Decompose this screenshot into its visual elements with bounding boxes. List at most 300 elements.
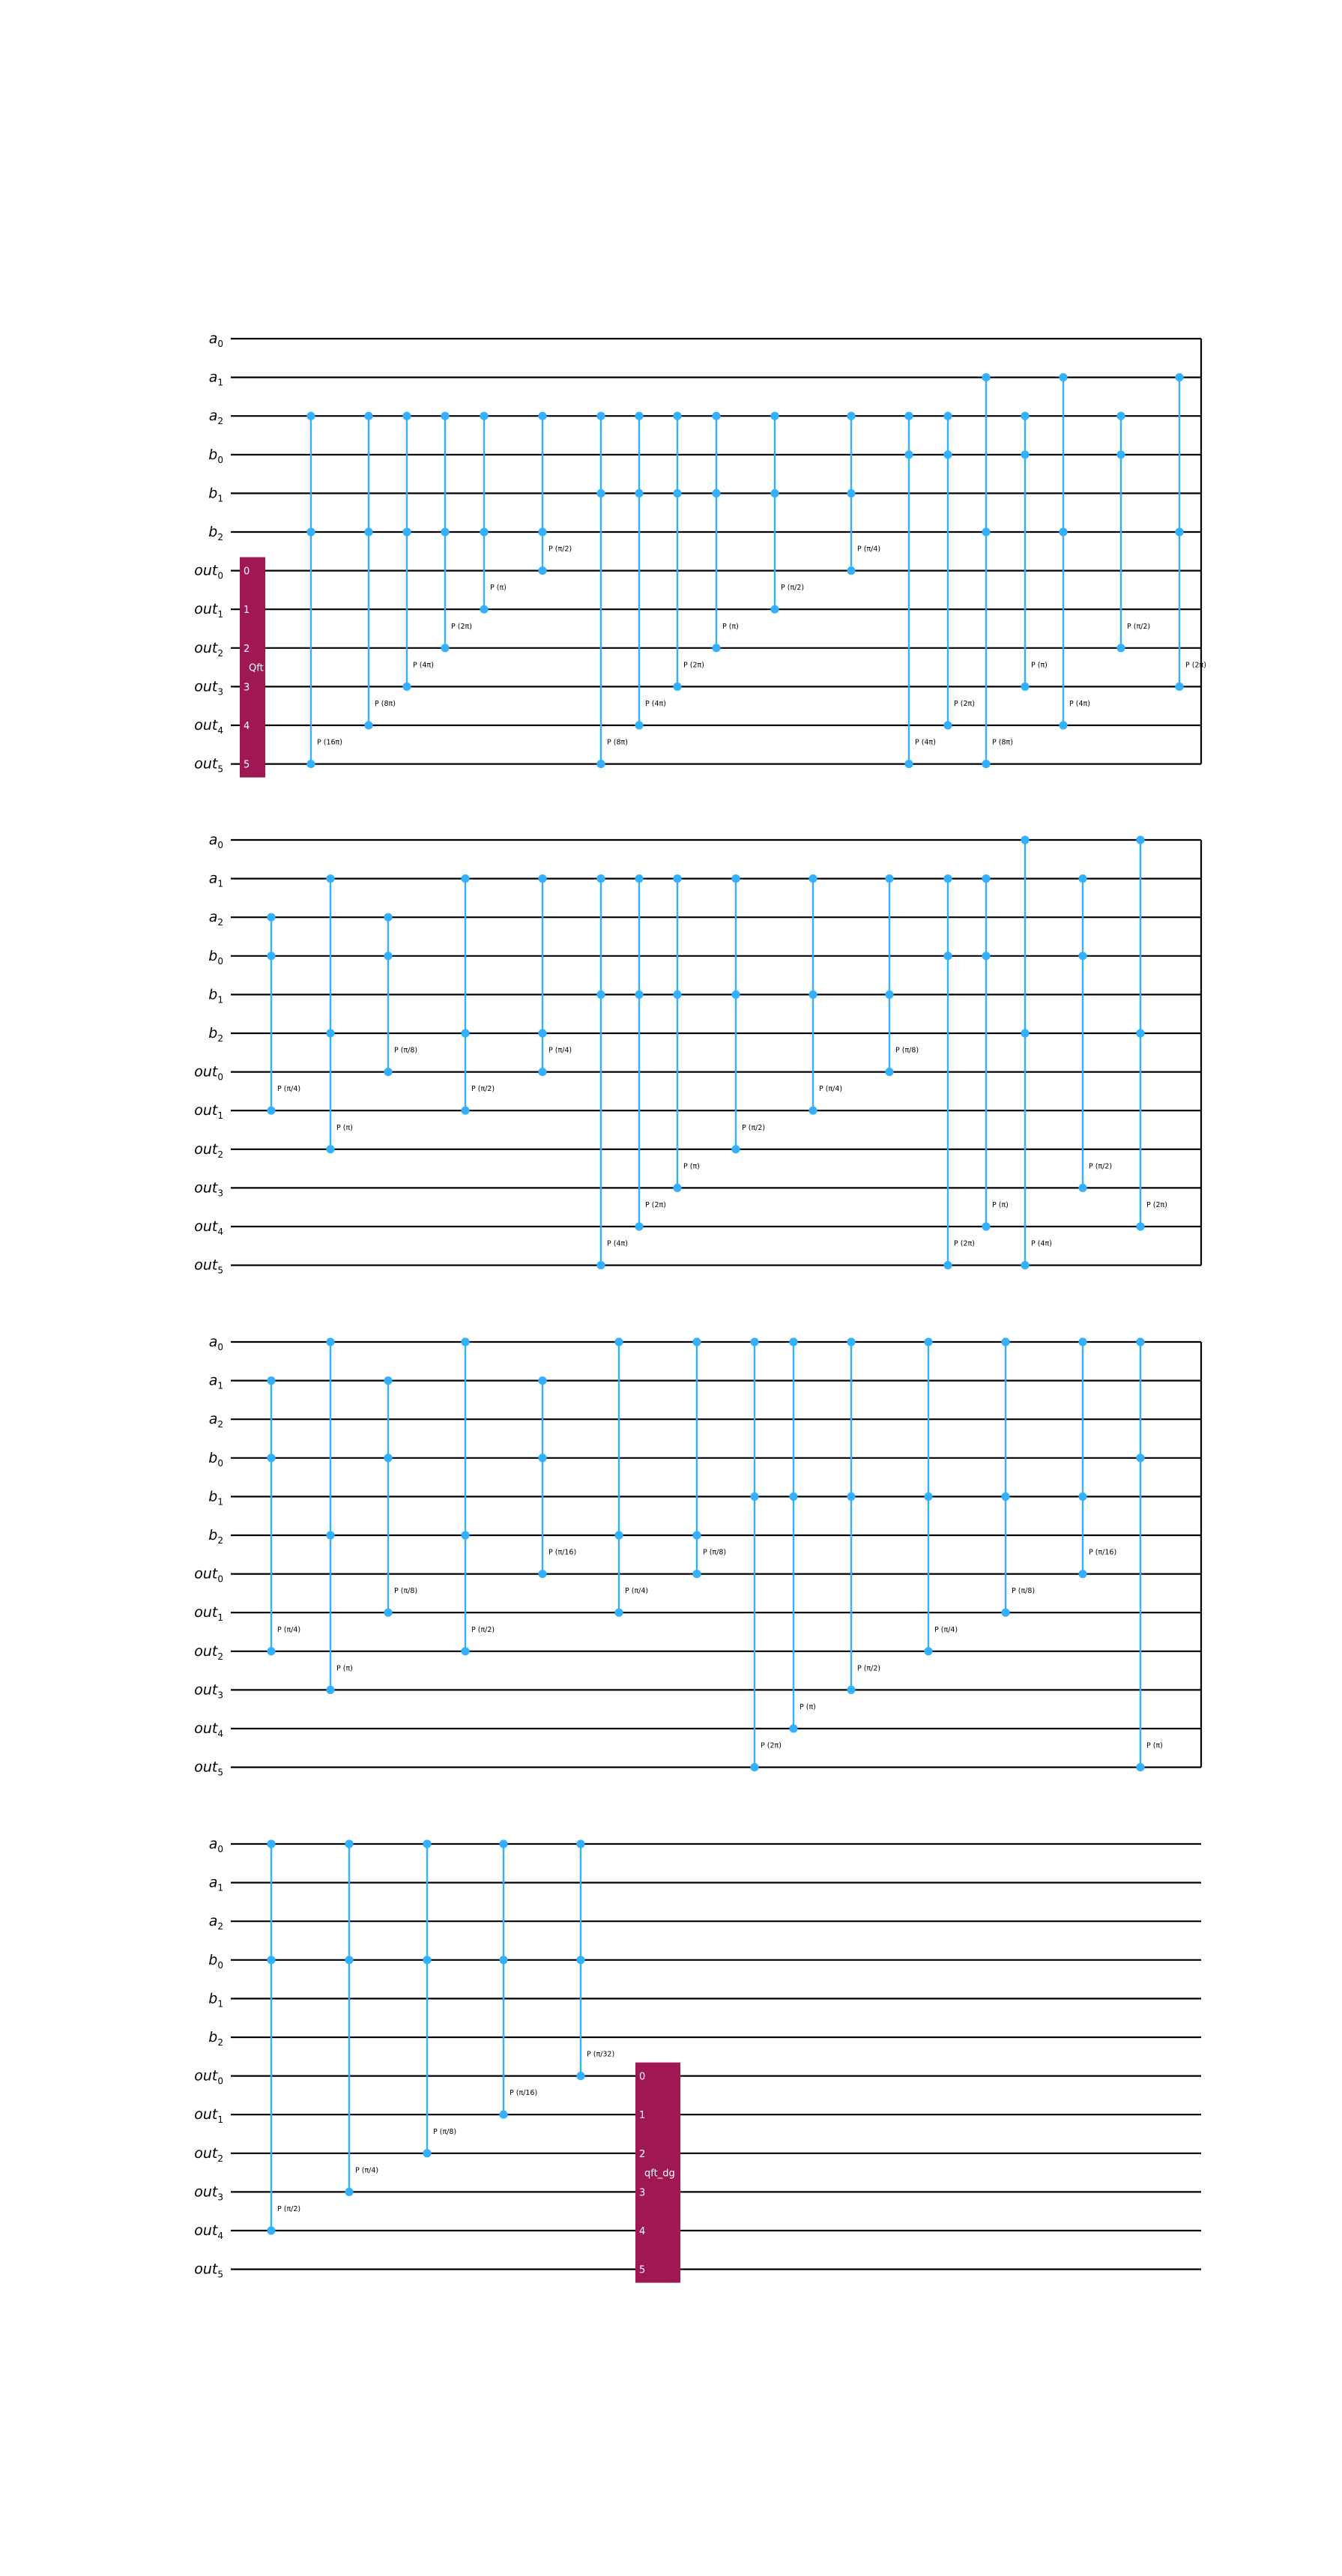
gate-target-dot xyxy=(982,760,990,768)
gate-phase-label: P (4π) xyxy=(1031,1239,1052,1248)
qubit-label-index: 0 xyxy=(217,840,223,850)
gate-phase-label: P (π) xyxy=(800,1703,816,1711)
gate-control-dot xyxy=(808,874,817,883)
qubit-label xyxy=(194,1141,223,1160)
gate-control-dot xyxy=(480,412,488,420)
gate-control-dot xyxy=(982,527,990,536)
gate-target-dot xyxy=(1078,1184,1086,1192)
qubit-label xyxy=(208,948,223,967)
controlled-phase-gate xyxy=(326,1337,352,1694)
gate-phase-label: P (π/32) xyxy=(587,2050,615,2059)
qubit-label-index: 1 xyxy=(217,994,223,1006)
qubit-label-name: a xyxy=(208,1913,218,1930)
circuit-section-4 xyxy=(194,1836,1201,2283)
gate-control-dot xyxy=(924,1337,932,1346)
gate-control-dot xyxy=(1078,952,1086,960)
gate-target-dot xyxy=(1175,683,1183,691)
gate-control-dot xyxy=(673,991,681,999)
gate-control-dot xyxy=(538,1376,546,1385)
gate-phase-label: P (2π) xyxy=(645,1201,666,1209)
gate-target-dot xyxy=(982,1222,990,1230)
gate-control-dot xyxy=(1116,412,1125,420)
gate-phase-label: P (2π) xyxy=(451,622,472,631)
gate-control-dot xyxy=(712,412,720,420)
gate-control-dot xyxy=(306,527,315,536)
qubit-label-index: 1 xyxy=(217,493,223,504)
qubit-label-name: b xyxy=(208,2029,218,2046)
gate-phase-label: P (8π) xyxy=(992,738,1013,747)
gate-target-dot xyxy=(267,2226,275,2234)
gate-control-dot xyxy=(1059,373,1067,381)
gate-box-index: 3 xyxy=(639,2187,646,2199)
gate-target-dot xyxy=(461,1107,469,1115)
gate-phase-label: P (π/16) xyxy=(510,2089,538,2098)
qubit-label-index: 1 xyxy=(217,1496,223,1508)
qubit-label xyxy=(209,408,223,426)
gate-control-dot xyxy=(635,874,643,883)
qubit-label-index: 1 xyxy=(217,1380,223,1391)
qubit-label-name: out xyxy=(194,1102,218,1119)
qubit-label-index: 1 xyxy=(217,1998,223,2010)
gate-phase-label: P (π) xyxy=(490,584,507,593)
circuit-section-3 xyxy=(194,1334,1201,1778)
qubit-label xyxy=(194,2261,223,2280)
gate-control-dot xyxy=(904,412,913,420)
qubit-label xyxy=(194,1064,223,1083)
controlled-phase-gate xyxy=(731,874,765,1153)
gate-target-dot xyxy=(943,1261,952,1269)
gate-control-dot xyxy=(943,412,952,420)
controlled-phase-gate xyxy=(1001,1337,1035,1616)
gate-box-index: 4 xyxy=(244,721,250,732)
qubit-label-index: 4 xyxy=(217,2231,223,2241)
qubit-label-index: 1 xyxy=(217,377,223,388)
gate-phase-label: P (π) xyxy=(1146,1741,1163,1750)
gate-control-dot xyxy=(750,1493,758,1501)
qubit-label xyxy=(194,1643,223,1662)
qubit-label-index: 2 xyxy=(217,1651,223,1662)
qubit-label-index: 0 xyxy=(217,339,223,349)
qubit-label-index: 3 xyxy=(217,1690,223,1701)
gate-target-dot xyxy=(1021,683,1029,691)
gate-control-dot xyxy=(423,1839,431,1848)
gate-control-dot xyxy=(267,1376,275,1385)
gate-control-dot xyxy=(480,527,488,536)
gate-phase-label: P (2π) xyxy=(1185,661,1206,670)
qubit-label xyxy=(194,756,223,775)
qubit-label-name: a xyxy=(208,909,218,926)
gate-control-dot xyxy=(770,412,779,420)
qubit-label-name: b xyxy=(208,947,218,964)
gate-target-dot xyxy=(770,605,779,614)
gate-phase-label: P (π/4) xyxy=(277,1625,301,1634)
gate-control-dot xyxy=(326,874,334,883)
gate-control-dot xyxy=(770,489,779,498)
gate-control-dot xyxy=(364,412,372,420)
qubit-label-name: b xyxy=(208,524,218,540)
qubit-label-name: out xyxy=(194,2261,218,2278)
qubit-label xyxy=(194,2106,223,2125)
gate-control-dot xyxy=(943,952,952,960)
qubit-label-name: out xyxy=(194,1218,218,1235)
gate-phase-label: P (8π) xyxy=(375,700,396,708)
qubit-label-name: out xyxy=(194,2067,218,2084)
qubit-label-index: 0 xyxy=(217,454,223,465)
controlled-phase-gate xyxy=(847,1337,880,1694)
gate-target-dot xyxy=(441,644,449,652)
qubit-label-index: 4 xyxy=(217,725,223,736)
qubit-label-index: 5 xyxy=(217,764,223,775)
gate-target-dot xyxy=(306,760,315,768)
gate-target-dot xyxy=(731,1145,740,1153)
qubit-label-name: out xyxy=(194,1642,218,1660)
gate-target-dot xyxy=(614,1609,623,1617)
gate-phase-label: P (4π) xyxy=(915,738,936,747)
qubit-label-name: out xyxy=(194,562,218,579)
qubit-label xyxy=(208,1025,223,1044)
gate-control-dot xyxy=(731,991,740,999)
qubit-label xyxy=(208,524,223,542)
gate-control-dot xyxy=(596,874,605,883)
gate-target-dot xyxy=(345,2188,353,2196)
qubit-label xyxy=(194,1604,223,1623)
qubit-label xyxy=(194,2145,223,2164)
gate-control-dot xyxy=(1136,1454,1144,1462)
gate-target-dot xyxy=(538,1570,546,1578)
gate-control-dot xyxy=(1136,1337,1144,1346)
gate-target-dot xyxy=(538,1068,546,1076)
gate-target-dot xyxy=(1136,1763,1144,1771)
gate-control-dot xyxy=(673,874,681,883)
gate-phase-label: P (π/8) xyxy=(895,1046,919,1055)
gate-phase-label: P (π/2) xyxy=(471,1085,495,1094)
qubit-label xyxy=(208,1527,223,1546)
gate-control-dot xyxy=(1001,1493,1009,1501)
qubit-label-name: b xyxy=(208,986,218,1003)
qubit-label-name: b xyxy=(208,1488,218,1505)
gate-control-dot xyxy=(306,412,315,420)
gate-phase-label: P (π/2) xyxy=(742,1123,766,1132)
qubit-label-index: 2 xyxy=(217,1921,223,1932)
gate-control-dot xyxy=(712,489,720,498)
gate-phase-label: P (16π) xyxy=(317,738,342,747)
qubit-label xyxy=(194,717,223,736)
gate-box-index: 4 xyxy=(639,2226,646,2237)
controlled-phase-gate xyxy=(673,412,704,691)
gate-control-dot xyxy=(1116,450,1125,459)
gate-control-dot xyxy=(384,1454,392,1462)
gate-target-dot xyxy=(1001,1609,1009,1617)
gate-box-index: 5 xyxy=(639,2264,646,2276)
qubit-label-name: a xyxy=(208,832,218,848)
controlled-phase-gate xyxy=(1021,412,1047,691)
gate-control-dot xyxy=(635,412,643,420)
qubit-label-index: 3 xyxy=(217,1188,223,1199)
qubit-label-name: out xyxy=(194,1257,218,1274)
controlled-phase-gate xyxy=(1136,1337,1162,1771)
qubit-label xyxy=(209,1913,223,1932)
qubit-label-name: b xyxy=(208,1990,218,2007)
gate-control-dot xyxy=(692,1531,701,1539)
qubit-label xyxy=(208,986,223,1005)
gate-control-dot xyxy=(885,991,893,999)
qubit-label-name: b xyxy=(208,1449,218,1466)
qubit-label-index: 1 xyxy=(217,2114,223,2126)
qubit-label-name: a xyxy=(208,1836,218,1852)
gate-phase-label: P (π) xyxy=(336,1664,353,1673)
gate-control-dot xyxy=(345,1956,353,1964)
qubit-label-name: a xyxy=(208,870,218,887)
qubit-label xyxy=(208,1488,223,1507)
gate-control-dot xyxy=(423,1956,431,1964)
gate-control-dot xyxy=(750,1337,758,1346)
gate-target-dot xyxy=(1059,721,1067,729)
qubit-label xyxy=(194,601,223,620)
qubit-label xyxy=(194,1759,223,1778)
gate-control-dot xyxy=(1175,527,1183,536)
qubit-label-name: a xyxy=(208,1334,218,1350)
gate-control-dot xyxy=(789,1337,797,1346)
gate-phase-label: P (π) xyxy=(683,1162,700,1171)
gate-control-dot xyxy=(885,874,893,883)
qubit-label-index: 1 xyxy=(217,878,223,889)
gate-target-dot xyxy=(673,1184,681,1192)
qubit-label-name: out xyxy=(194,2106,218,2123)
controlled-phase-gate xyxy=(267,1376,300,1655)
controlled-phase-gate xyxy=(596,412,628,769)
gate-control-dot xyxy=(461,1531,469,1539)
qubit-label xyxy=(208,485,223,504)
controlled-phase-gate xyxy=(306,412,342,769)
gate-control-dot xyxy=(673,412,681,420)
gate-control-dot xyxy=(847,489,855,498)
controlled-phase-gate xyxy=(904,412,936,769)
gate-target-dot xyxy=(267,1647,275,1655)
gate-control-dot xyxy=(943,874,952,883)
qubit-label xyxy=(209,330,223,349)
controlled-phase-gate xyxy=(480,412,506,614)
gate-target-dot xyxy=(499,2111,507,2119)
qubit-label-name: out xyxy=(194,755,218,773)
gate-box-index: 1 xyxy=(244,605,250,617)
qubit-label xyxy=(209,1334,223,1352)
qubit-label-index: 2 xyxy=(217,1419,223,1430)
qubit-label-name: out xyxy=(194,601,218,618)
controlled-phase-gate xyxy=(267,913,300,1115)
qubit-label-name: out xyxy=(194,1140,218,1158)
controlled-phase-gate xyxy=(499,1839,537,2118)
qft-gate-block xyxy=(635,2063,680,2283)
qubit-label xyxy=(209,1373,223,1391)
gate-target-dot xyxy=(1116,644,1125,652)
gate-control-dot xyxy=(596,412,605,420)
qubit-label xyxy=(208,447,223,465)
gate-phase-label: P (π/8) xyxy=(1012,1587,1036,1596)
gate-control-dot xyxy=(1001,1337,1009,1346)
gate-control-dot xyxy=(808,991,817,999)
gate-target-dot xyxy=(712,644,720,652)
gate-phase-label: P (π/2) xyxy=(277,2205,301,2213)
gate-control-dot xyxy=(1059,527,1067,536)
gate-phase-label: P (2π) xyxy=(761,1741,782,1750)
gate-phase-label: P (π/16) xyxy=(548,1548,577,1557)
qubit-label-index: 1 xyxy=(217,609,223,620)
gate-target-dot xyxy=(847,1686,855,1694)
gate-box-label: Qft xyxy=(249,662,264,674)
gate-control-dot xyxy=(384,952,392,960)
qubit-label-name: out xyxy=(194,1063,218,1080)
gate-phase-label: P (2π) xyxy=(1146,1201,1167,1209)
gate-control-dot xyxy=(326,1029,334,1037)
gate-box-index: 1 xyxy=(639,2110,646,2122)
gate-phase-label: P (π) xyxy=(1031,661,1048,670)
qubit-label-index: 2 xyxy=(217,917,223,928)
qubit-label-name: a xyxy=(208,330,218,347)
qubit-label-index: 2 xyxy=(217,2153,223,2164)
gate-target-dot xyxy=(384,1609,392,1617)
qubit-label xyxy=(209,832,223,850)
qubit-label xyxy=(209,1411,223,1430)
gate-control-dot xyxy=(1136,1029,1144,1037)
gate-target-dot xyxy=(1136,1222,1144,1230)
gate-target-dot xyxy=(267,1107,275,1115)
gate-control-dot xyxy=(614,1531,623,1539)
qubit-label-name: out xyxy=(194,678,218,695)
qubit-label-index: 1 xyxy=(217,1612,223,1624)
gate-control-dot xyxy=(1021,1029,1029,1037)
gate-target-dot xyxy=(847,566,855,575)
qubit-label-index: 3 xyxy=(217,2192,223,2203)
gate-control-dot xyxy=(847,412,855,420)
qubit-label-index: 0 xyxy=(217,1573,223,1585)
qubit-label xyxy=(209,1875,223,1893)
gate-control-dot xyxy=(267,1956,275,1964)
gate-target-dot xyxy=(635,721,643,729)
gate-control-dot xyxy=(596,991,605,999)
qubit-label xyxy=(194,1102,223,1121)
gate-phase-label: P (π/2) xyxy=(1127,622,1151,631)
gate-control-dot xyxy=(384,913,392,922)
qubit-label-index: 1 xyxy=(217,1110,223,1122)
gate-control-dot xyxy=(692,1337,701,1346)
gate-control-dot xyxy=(267,1839,275,1848)
gate-phase-label: P (2π) xyxy=(954,1239,975,1248)
controlled-phase-gate xyxy=(635,874,666,1231)
circuit-section-2 xyxy=(194,832,1201,1276)
gate-phase-label: P (π/8) xyxy=(394,1046,418,1055)
gate-phase-label: P (π/4) xyxy=(277,1085,301,1094)
gate-target-dot xyxy=(326,1145,334,1153)
gate-control-dot xyxy=(461,1029,469,1037)
gate-control-dot xyxy=(461,874,469,883)
gate-control-dot xyxy=(847,1337,855,1346)
gate-phase-label: P (π/4) xyxy=(857,545,881,554)
gate-phase-label: P (π) xyxy=(336,1123,353,1132)
gate-control-dot xyxy=(499,1839,507,1848)
qubit-label-index: 0 xyxy=(217,1071,223,1083)
gate-phase-label: P (4π) xyxy=(645,700,666,708)
gate-control-dot xyxy=(326,1531,334,1539)
qubit-label xyxy=(208,1450,223,1469)
gate-target-dot xyxy=(885,1068,893,1076)
gate-target-dot xyxy=(326,1686,334,1694)
gate-phase-label: P (π/4) xyxy=(548,1046,572,1055)
gate-control-dot xyxy=(924,1493,932,1501)
qubit-label-index: 2 xyxy=(217,1535,223,1546)
gate-target-dot xyxy=(538,566,546,575)
gate-phase-label: P (4π) xyxy=(413,661,434,670)
gate-phase-label: P (π/2) xyxy=(471,1625,495,1634)
gate-control-dot xyxy=(267,1454,275,1462)
gate-control-dot xyxy=(461,1337,469,1346)
qubit-label-index: 0 xyxy=(217,1844,223,1854)
qubit-label-name: out xyxy=(194,1179,218,1197)
gate-target-dot xyxy=(364,721,372,729)
qubit-label xyxy=(194,1681,223,1700)
controlled-phase-gate xyxy=(538,874,572,1076)
gate-box-index: 2 xyxy=(244,643,250,655)
gate-phase-label: P (π/8) xyxy=(394,1587,418,1596)
gate-phase-label: P (π) xyxy=(722,622,739,631)
gate-control-dot xyxy=(789,1493,797,1501)
gate-control-dot xyxy=(1078,1337,1086,1346)
gate-control-dot xyxy=(538,527,546,536)
gate-target-dot xyxy=(384,1068,392,1076)
gate-target-dot xyxy=(808,1107,817,1115)
gate-control-dot xyxy=(441,412,449,420)
gate-control-dot xyxy=(943,450,952,459)
qubit-label-name: b xyxy=(208,1025,218,1041)
qubit-label-index: 4 xyxy=(217,1227,223,1237)
controlled-phase-gate xyxy=(750,1337,782,1771)
qubit-label-index: 5 xyxy=(217,1767,223,1778)
gate-control-dot xyxy=(1021,835,1029,844)
gate-box-index: 0 xyxy=(244,566,250,578)
gate-control-dot xyxy=(538,1029,546,1037)
qubit-label-index: 0 xyxy=(217,570,223,581)
gate-control-dot xyxy=(576,1839,584,1848)
gate-phase-label: P (4π) xyxy=(1069,700,1090,708)
gate-control-dot xyxy=(596,489,605,498)
gate-phase-label: P (π/8) xyxy=(433,2127,457,2136)
qubit-label-name: a xyxy=(208,1411,218,1428)
controlled-phase-gate xyxy=(614,1337,648,1616)
gate-target-dot xyxy=(1021,1261,1029,1269)
qubit-label-name: out xyxy=(194,639,218,656)
qubit-label-name: out xyxy=(194,1720,218,1737)
qubit-label xyxy=(194,2222,223,2241)
controlled-phase-gate xyxy=(1059,373,1090,730)
gate-control-dot xyxy=(402,527,411,536)
qubit-label xyxy=(194,2068,223,2087)
gate-box-label: qft_dg xyxy=(644,2168,675,2180)
gate-control-dot xyxy=(982,874,990,883)
qubit-label-index: 2 xyxy=(217,1149,223,1160)
gate-box-index: 5 xyxy=(244,759,250,771)
controlled-phase-gate xyxy=(982,874,1008,1231)
gate-control-dot xyxy=(1078,874,1086,883)
gate-target-dot xyxy=(576,2072,584,2080)
qubit-label-name: out xyxy=(194,717,218,734)
qubit-label xyxy=(194,563,223,581)
qubit-label-index: 3 xyxy=(217,686,223,698)
qubit-label-index: 0 xyxy=(217,1342,223,1352)
gate-phase-label: P (π/16) xyxy=(1089,1548,1117,1557)
qubit-label-name: b xyxy=(208,446,218,463)
controlled-phase-gate xyxy=(1021,835,1052,1269)
gate-control-dot xyxy=(576,1956,584,1964)
gate-phase-label: P (π/2) xyxy=(857,1664,881,1673)
